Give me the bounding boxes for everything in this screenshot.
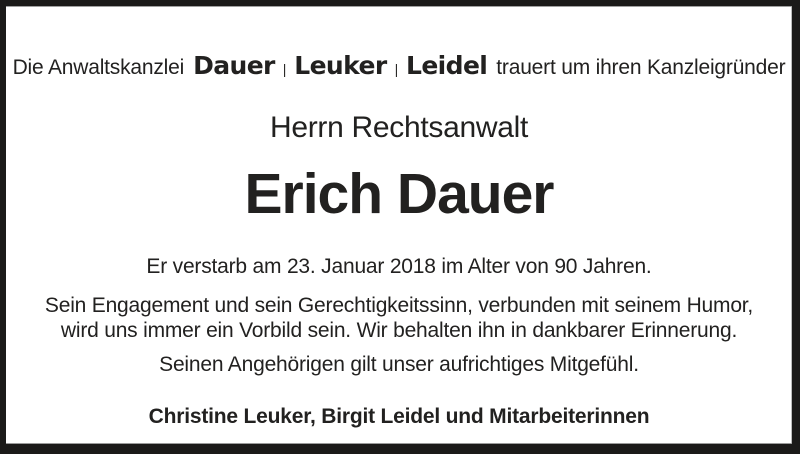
signature-line: Christine Leuker, Birgit Leidel und Mitarbeiterinnen [148,405,650,428]
firm-name-dauer: Dauer [193,51,275,80]
deceased-name: Erich Dauer [244,162,554,226]
firm-separator: | [282,61,287,77]
condolence-line: Seinen Angehörigen gilt unser aufrichtiges Mitgefühl. [159,353,639,376]
firm-separator: | [394,61,398,77]
firm-name-leuker: Leuker [294,51,387,80]
intro-line [6,52,792,83]
intro-prefix: Die Anwaltskanzlei [12,56,185,79]
tribute-line-2: wird uns immer ein Vorbild sein. Wir behalten ihn in dankbarer Erinnerung. [60,319,738,342]
tribute-line-1: Sein Engagement und sein Gerechtigkeitssinn, verbunden mit seinem Humor, [44,294,754,317]
intro-suffix: trauert um ihren Kanzleigründer [496,56,786,79]
tribute-paragraph [6,293,792,343]
death-date-line: Er verstarb am 23. Januar 2018 im Alter von 90 Jahren. [146,255,652,278]
salutation-line: Herrn Rechtsanwalt [269,111,529,144]
notice-content [6,6,792,444]
firm-name-leidel: Leidel [406,51,488,80]
